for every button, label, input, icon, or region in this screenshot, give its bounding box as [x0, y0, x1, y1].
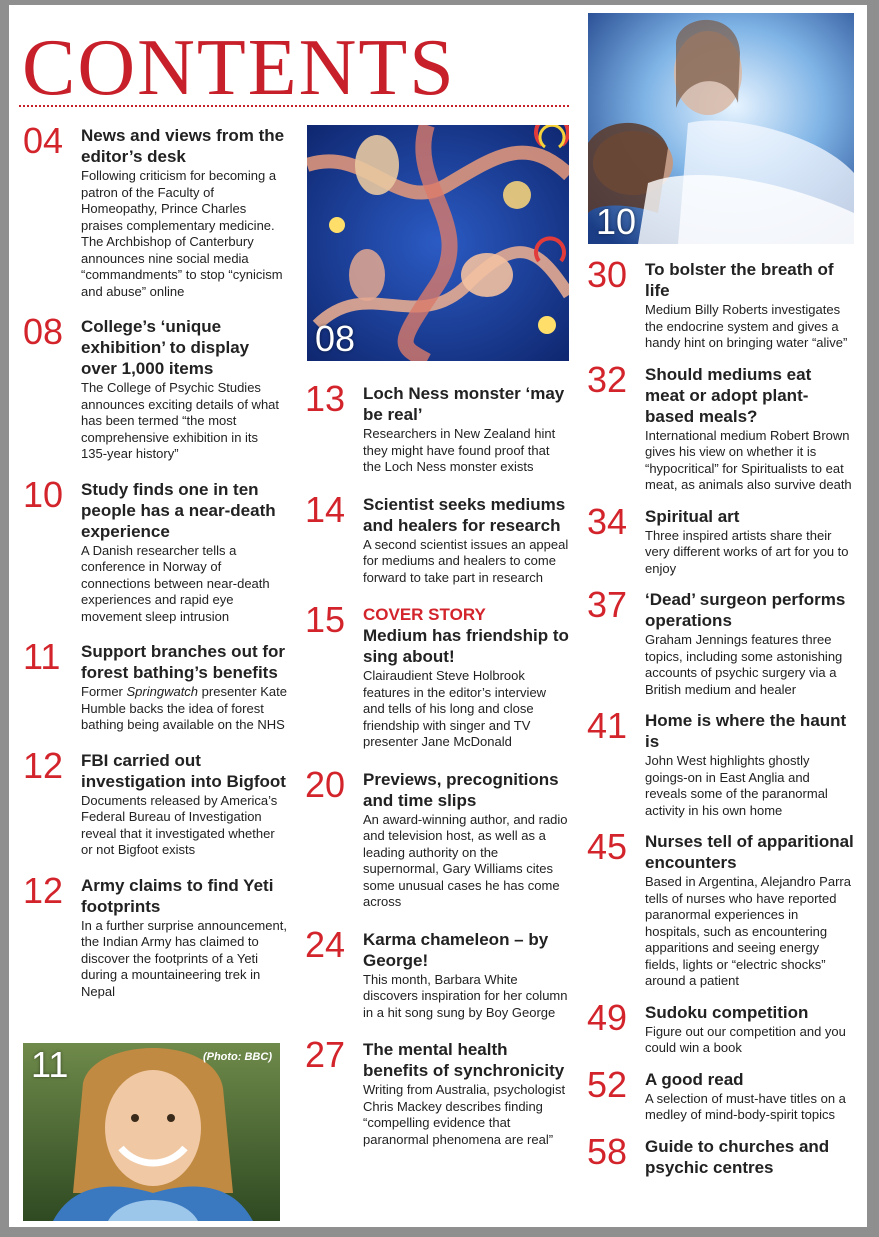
page-number: 41 — [587, 705, 628, 746]
page-number: 04 — [23, 120, 64, 161]
contents-entry[interactable] — [587, 584, 855, 698]
page-number: 27 — [305, 1034, 346, 1075]
page-number: 37 — [587, 584, 628, 625]
contents-entry[interactable] — [305, 599, 571, 751]
contents-entry[interactable] — [587, 826, 855, 990]
entry-summary — [81, 684, 287, 734]
entry-title: Guide to churches and psychic centres — [645, 1136, 830, 1177]
entry-title: To bolster the breath of life — [645, 260, 834, 300]
entry-title: ‘Dead’ surgeon performs operations — [645, 590, 846, 630]
contents-entry[interactable] — [305, 923, 571, 1022]
entry-title: FBI carried out investigation into Bigfoot — [81, 750, 286, 791]
entry-summary: International medium Robert Brown gives his view on whether it is “hypocritical” for Spiritualists to eat meat, as animals also survive death — [645, 427, 852, 492]
contents-entry[interactable] — [23, 311, 287, 463]
contents-entry[interactable] — [305, 763, 571, 911]
contents-column-1 — [23, 120, 287, 1016]
entry-summary: Following criticism for becoming a patron of the Faculty of Homeopathy, Prince Charles praises complementary medicine. The Archbishop of Canterbury announces nine social media “commandments” to stop “cynicism and abuse” online — [81, 168, 283, 299]
entry-summary: A second scientist issues an appeal for mediums and healers to come forward to take part in research — [363, 536, 569, 585]
entry-summary: Figure out our competition and you could win a book — [645, 1023, 846, 1055]
contents-entry[interactable] — [23, 869, 287, 1001]
page-number: 34 — [587, 500, 628, 542]
entry-title: Should mediums eat meat or adopt plant-based meals? — [645, 364, 812, 426]
entry-summary: Clairaudient Steve Holbrook features in the editor’s interview and tells of his long and close friendship with singer and TV presenter Jane McDonald — [363, 668, 547, 749]
entry-title: College’s ‘unique exhibition’ to display over 1,000 items — [81, 317, 250, 378]
entry-title: Scientist seeks mediums and healers for research — [363, 494, 566, 535]
contents-column-3 — [587, 254, 855, 1178]
page-number: 49 — [587, 996, 628, 1038]
entry-summary: Researchers in New Zealand hint they might have found proof that the Loch Ness monster exists — [363, 426, 556, 474]
contents-entry[interactable] — [23, 120, 287, 300]
art-photo[interactable] — [307, 125, 569, 361]
entry-summary: This month, Barbara White discovers inspiration for her column in a hit song sung by Boy George — [363, 971, 568, 1020]
page-number: 30 — [587, 254, 628, 295]
page-number: 10 — [23, 473, 64, 515]
photo-page-number: 08 — [315, 318, 356, 359]
entry-summary: The College of Psychic Studies announces exciting details of what has been termed “the most comprehensive exhibition in its 135-year history” — [81, 380, 280, 461]
spirit-photo[interactable] — [588, 13, 854, 244]
title-divider — [19, 105, 569, 107]
kate-humble-photo[interactable] — [23, 1043, 280, 1221]
entry-title: Sudoku competition — [645, 1002, 809, 1022]
entry-summary: A selection of must-have titles on a medley of mind-body-spirit topics — [645, 1090, 846, 1122]
contents-entry[interactable] — [23, 473, 287, 626]
contents-entry[interactable] — [587, 500, 855, 578]
programme-name: Springwatch — [126, 684, 199, 699]
photo-credit: (Photo: BBC) — [202, 1051, 272, 1063]
page-number: 11 — [23, 636, 61, 677]
contents-page — [9, 5, 867, 1227]
contents-entry[interactable] — [305, 488, 571, 587]
entry-title: A good read — [645, 1069, 744, 1089]
page-number: 52 — [587, 1063, 628, 1105]
entry-title: Nurses tell of apparitional encounters — [645, 832, 854, 872]
page-number: 58 — [587, 1130, 628, 1172]
entry-summary: Graham Jennings features three topics, including some astonishing accounts of psychic surgery via a British medium and healer — [645, 632, 843, 697]
contents-entry[interactable] — [587, 358, 855, 494]
entry-summary: John West highlights ghostly goings-on in East Anglia and reveals some of the paranormal activity in his own home — [645, 753, 828, 818]
photo-page-number: 10 — [596, 201, 637, 242]
contents-entry[interactable] — [305, 1034, 571, 1148]
entry-title: Loch Ness monster ‘may be real’ — [363, 384, 565, 424]
entry-title: Previews, precognitions and time slips — [363, 769, 559, 810]
contents-entry[interactable] — [587, 996, 855, 1057]
page-number: 12 — [23, 744, 64, 786]
entry-title: Home is where the haunt is — [645, 711, 847, 751]
contents-entry[interactable] — [23, 744, 287, 859]
entry-summary: Three inspired artists share their very different works of art for you to enjoy — [645, 527, 849, 576]
entry-summary: In a further surprise announcement, the Indian Army has claimed to discover the footprints of a Yeti during a mountaineering trek in Nepal — [81, 917, 287, 999]
page-number: 45 — [587, 826, 628, 867]
page-number: 08 — [23, 311, 64, 352]
entry-title: The mental health benefits of synchronicity — [363, 1040, 565, 1080]
summary-text: Former — [81, 684, 127, 699]
entry-title: Medium has friendship to sing about! — [363, 626, 569, 666]
page-number: 32 — [587, 358, 628, 400]
page-number: 20 — [305, 763, 346, 805]
page-number: 24 — [305, 923, 346, 965]
entry-summary: Documents released by America’s Federal Bureau of Investigation reveal that it investigated whether or not Bigfoot exists — [81, 792, 278, 857]
contents-entry[interactable] — [305, 378, 571, 476]
summary-text: presenter Kate Humble backs the idea of forest bathing being available on the NHS — [81, 684, 287, 732]
page-number: 13 — [305, 378, 346, 419]
entry-summary: Writing from Australia, psychologist Chris Mackey describes finding “compelling evidence that paranormal phenomena are real” — [363, 1082, 566, 1147]
contents-column-2 — [305, 378, 571, 1164]
contents-entry[interactable] — [587, 1130, 855, 1178]
entry-title: Spiritual art — [645, 506, 740, 526]
entry-summary: Based in Argentina, Alejandro Parra tells of nurses who have reported paranormal experiences in hospitals, such as encountering apparitions and seeing energy fields, lights or “electric shocks” around a patient — [645, 874, 851, 988]
entry-title: News and views from the editor’s desk — [81, 126, 285, 166]
page-number: 12 — [23, 869, 64, 911]
entry-summary: Medium Billy Roberts investigates the endocrine system and gives a handy hint on bringing water “alive” — [645, 302, 848, 350]
page-number: 14 — [305, 488, 346, 530]
entry-title: Study finds one in ten people has a near-death experience — [81, 479, 276, 541]
photo-page-number: 11 — [31, 1044, 69, 1085]
contents-entry[interactable] — [23, 636, 287, 734]
entry-summary: A Danish researcher tells a conference in Norway of connections between near-death experiences and rapid eye movement sleep intrusion — [81, 542, 270, 624]
cover-story-label: COVER STORY — [363, 605, 486, 624]
contents-entry[interactable] — [587, 705, 855, 819]
entry-title: Support branches out for forest bathing’s benefits — [81, 642, 285, 682]
page-number: 15 — [305, 599, 346, 640]
contents-entry[interactable] — [587, 254, 855, 352]
page-title: CONTENTS — [22, 24, 456, 112]
entry-title: Karma chameleon – by George! — [363, 929, 549, 970]
contents-entry[interactable] — [587, 1063, 855, 1124]
entry-summary: An award-winning author, and radio and television host, as well as a leading authority on the supernormal, Gary Williams cites some unusual cases he has come across — [363, 811, 568, 909]
entry-title: Army claims to find Yeti footprints — [81, 875, 274, 916]
